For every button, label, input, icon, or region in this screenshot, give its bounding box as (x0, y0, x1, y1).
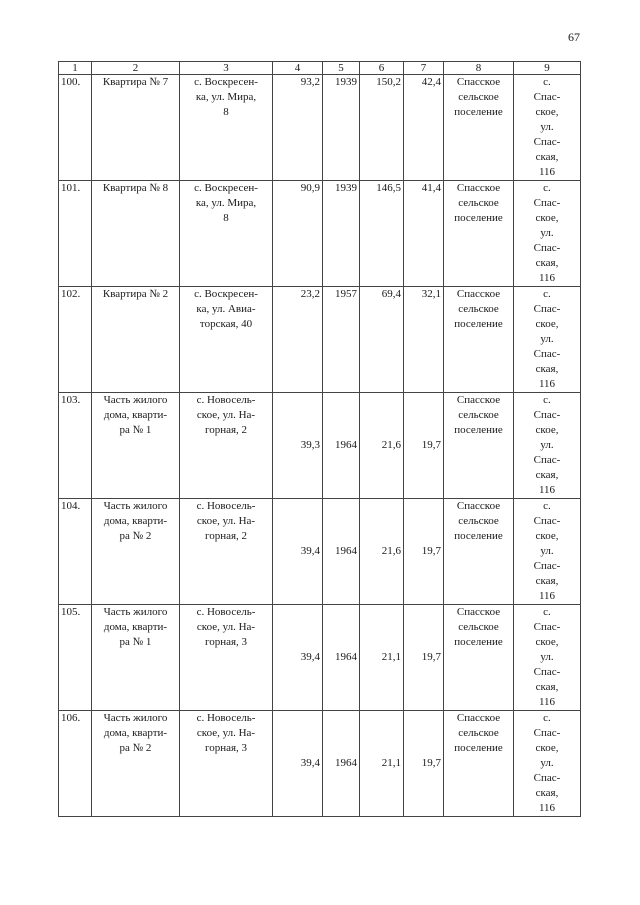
object-address: с. Воскресен- ка, ул. Мира, 8 (180, 181, 273, 287)
object-address: с. Новосель- ское, ул. На- горная, 2 (180, 393, 273, 499)
object-wear: 19,7 (404, 393, 444, 499)
owner-location: с. Спас- ское, ул. Спас- ская, 116 (514, 499, 581, 605)
table-header-row (59, 62, 581, 75)
object-name: Часть жилого дома, кварти- ра № 2 (92, 499, 180, 605)
object-value: 146,5 (360, 181, 404, 287)
object-wear: 19,7 (404, 605, 444, 711)
object-year: 1964 (323, 605, 360, 711)
object-area: 39,4 (273, 711, 323, 817)
row-number: 102. (59, 287, 92, 393)
object-name: Квартира № 8 (92, 181, 180, 287)
table-row (59, 75, 581, 181)
owner-location: с. Спас- ское, ул. Спас- ская, 116 (514, 287, 581, 393)
object-wear: 32,1 (404, 287, 444, 393)
table-row (59, 287, 581, 393)
object-year: 1939 (323, 75, 360, 181)
object-wear: 42,4 (404, 75, 444, 181)
row-number: 104. (59, 499, 92, 605)
object-name: Квартира № 7 (92, 75, 180, 181)
object-area: 23,2 (273, 287, 323, 393)
row-number: 103. (59, 393, 92, 499)
row-number: 105. (59, 605, 92, 711)
object-name: Часть жилого дома, кварти- ра № 1 (92, 605, 180, 711)
object-owner: Спасское сельское поселение (444, 181, 514, 287)
object-wear: 19,7 (404, 499, 444, 605)
owner-location: с. Спас- ское, ул. Спас- ская, 116 (514, 75, 581, 181)
object-area: 39,3 (273, 393, 323, 499)
column-header: 5 (323, 62, 360, 75)
row-number: 106. (59, 711, 92, 817)
object-name: Часть жилого дома, кварти- ра № 2 (92, 711, 180, 817)
column-header: 8 (444, 62, 514, 75)
object-owner: Спасское сельское поселение (444, 605, 514, 711)
object-year: 1964 (323, 711, 360, 817)
object-year: 1964 (323, 499, 360, 605)
table-row (59, 393, 581, 499)
object-address: с. Новосель- ское, ул. На- горная, 3 (180, 711, 273, 817)
object-wear: 19,7 (404, 711, 444, 817)
object-value: 150,2 (360, 75, 404, 181)
object-area: 39,4 (273, 499, 323, 605)
object-owner: Спасское сельское поселение (444, 711, 514, 817)
column-header: 7 (404, 62, 444, 75)
table-row (59, 499, 581, 605)
table-row (59, 181, 581, 287)
object-year: 1964 (323, 393, 360, 499)
object-name: Квартира № 2 (92, 287, 180, 393)
table-row (59, 605, 581, 711)
page-number: 67 (568, 30, 580, 44)
object-area: 90,9 (273, 181, 323, 287)
object-wear: 41,4 (404, 181, 444, 287)
column-header: 1 (59, 62, 92, 75)
object-value: 21,6 (360, 499, 404, 605)
row-number: 100. (59, 75, 92, 181)
owner-location: с. Спас- ское, ул. Спас- ская, 116 (514, 181, 581, 287)
column-header: 3 (180, 62, 273, 75)
object-owner: Спасское сельское поселение (444, 287, 514, 393)
property-table (58, 61, 581, 817)
object-year: 1939 (323, 181, 360, 287)
object-owner: Спасское сельское поселение (444, 393, 514, 499)
object-address: с. Воскресен- ка, ул. Мира, 8 (180, 75, 273, 181)
object-area: 93,2 (273, 75, 323, 181)
object-year: 1957 (323, 287, 360, 393)
object-area: 39,4 (273, 605, 323, 711)
owner-location: с. Спас- ское, ул. Спас- ская, 116 (514, 393, 581, 499)
object-value: 21,1 (360, 711, 404, 817)
object-owner: Спасское сельское поселение (444, 499, 514, 605)
column-header: 9 (514, 62, 581, 75)
object-address: с. Новосель- ское, ул. На- горная, 3 (180, 605, 273, 711)
object-value: 21,6 (360, 393, 404, 499)
object-name: Часть жилого дома, кварти- ра № 1 (92, 393, 180, 499)
table-row (59, 711, 581, 817)
object-address: с. Новосель- ское, ул. На- горная, 2 (180, 499, 273, 605)
object-owner: Спасское сельское поселение (444, 75, 514, 181)
object-value: 21,1 (360, 605, 404, 711)
owner-location: с. Спас- ское, ул. Спас- ская, 116 (514, 605, 581, 711)
column-header: 2 (92, 62, 180, 75)
row-number: 101. (59, 181, 92, 287)
column-header: 6 (360, 62, 404, 75)
object-value: 69,4 (360, 287, 404, 393)
column-header: 4 (273, 62, 323, 75)
owner-location: с. Спас- ское, ул. Спас- ская, 116 (514, 711, 581, 817)
object-address: с. Воскресен- ка, ул. Авиа- торская, 40 (180, 287, 273, 393)
